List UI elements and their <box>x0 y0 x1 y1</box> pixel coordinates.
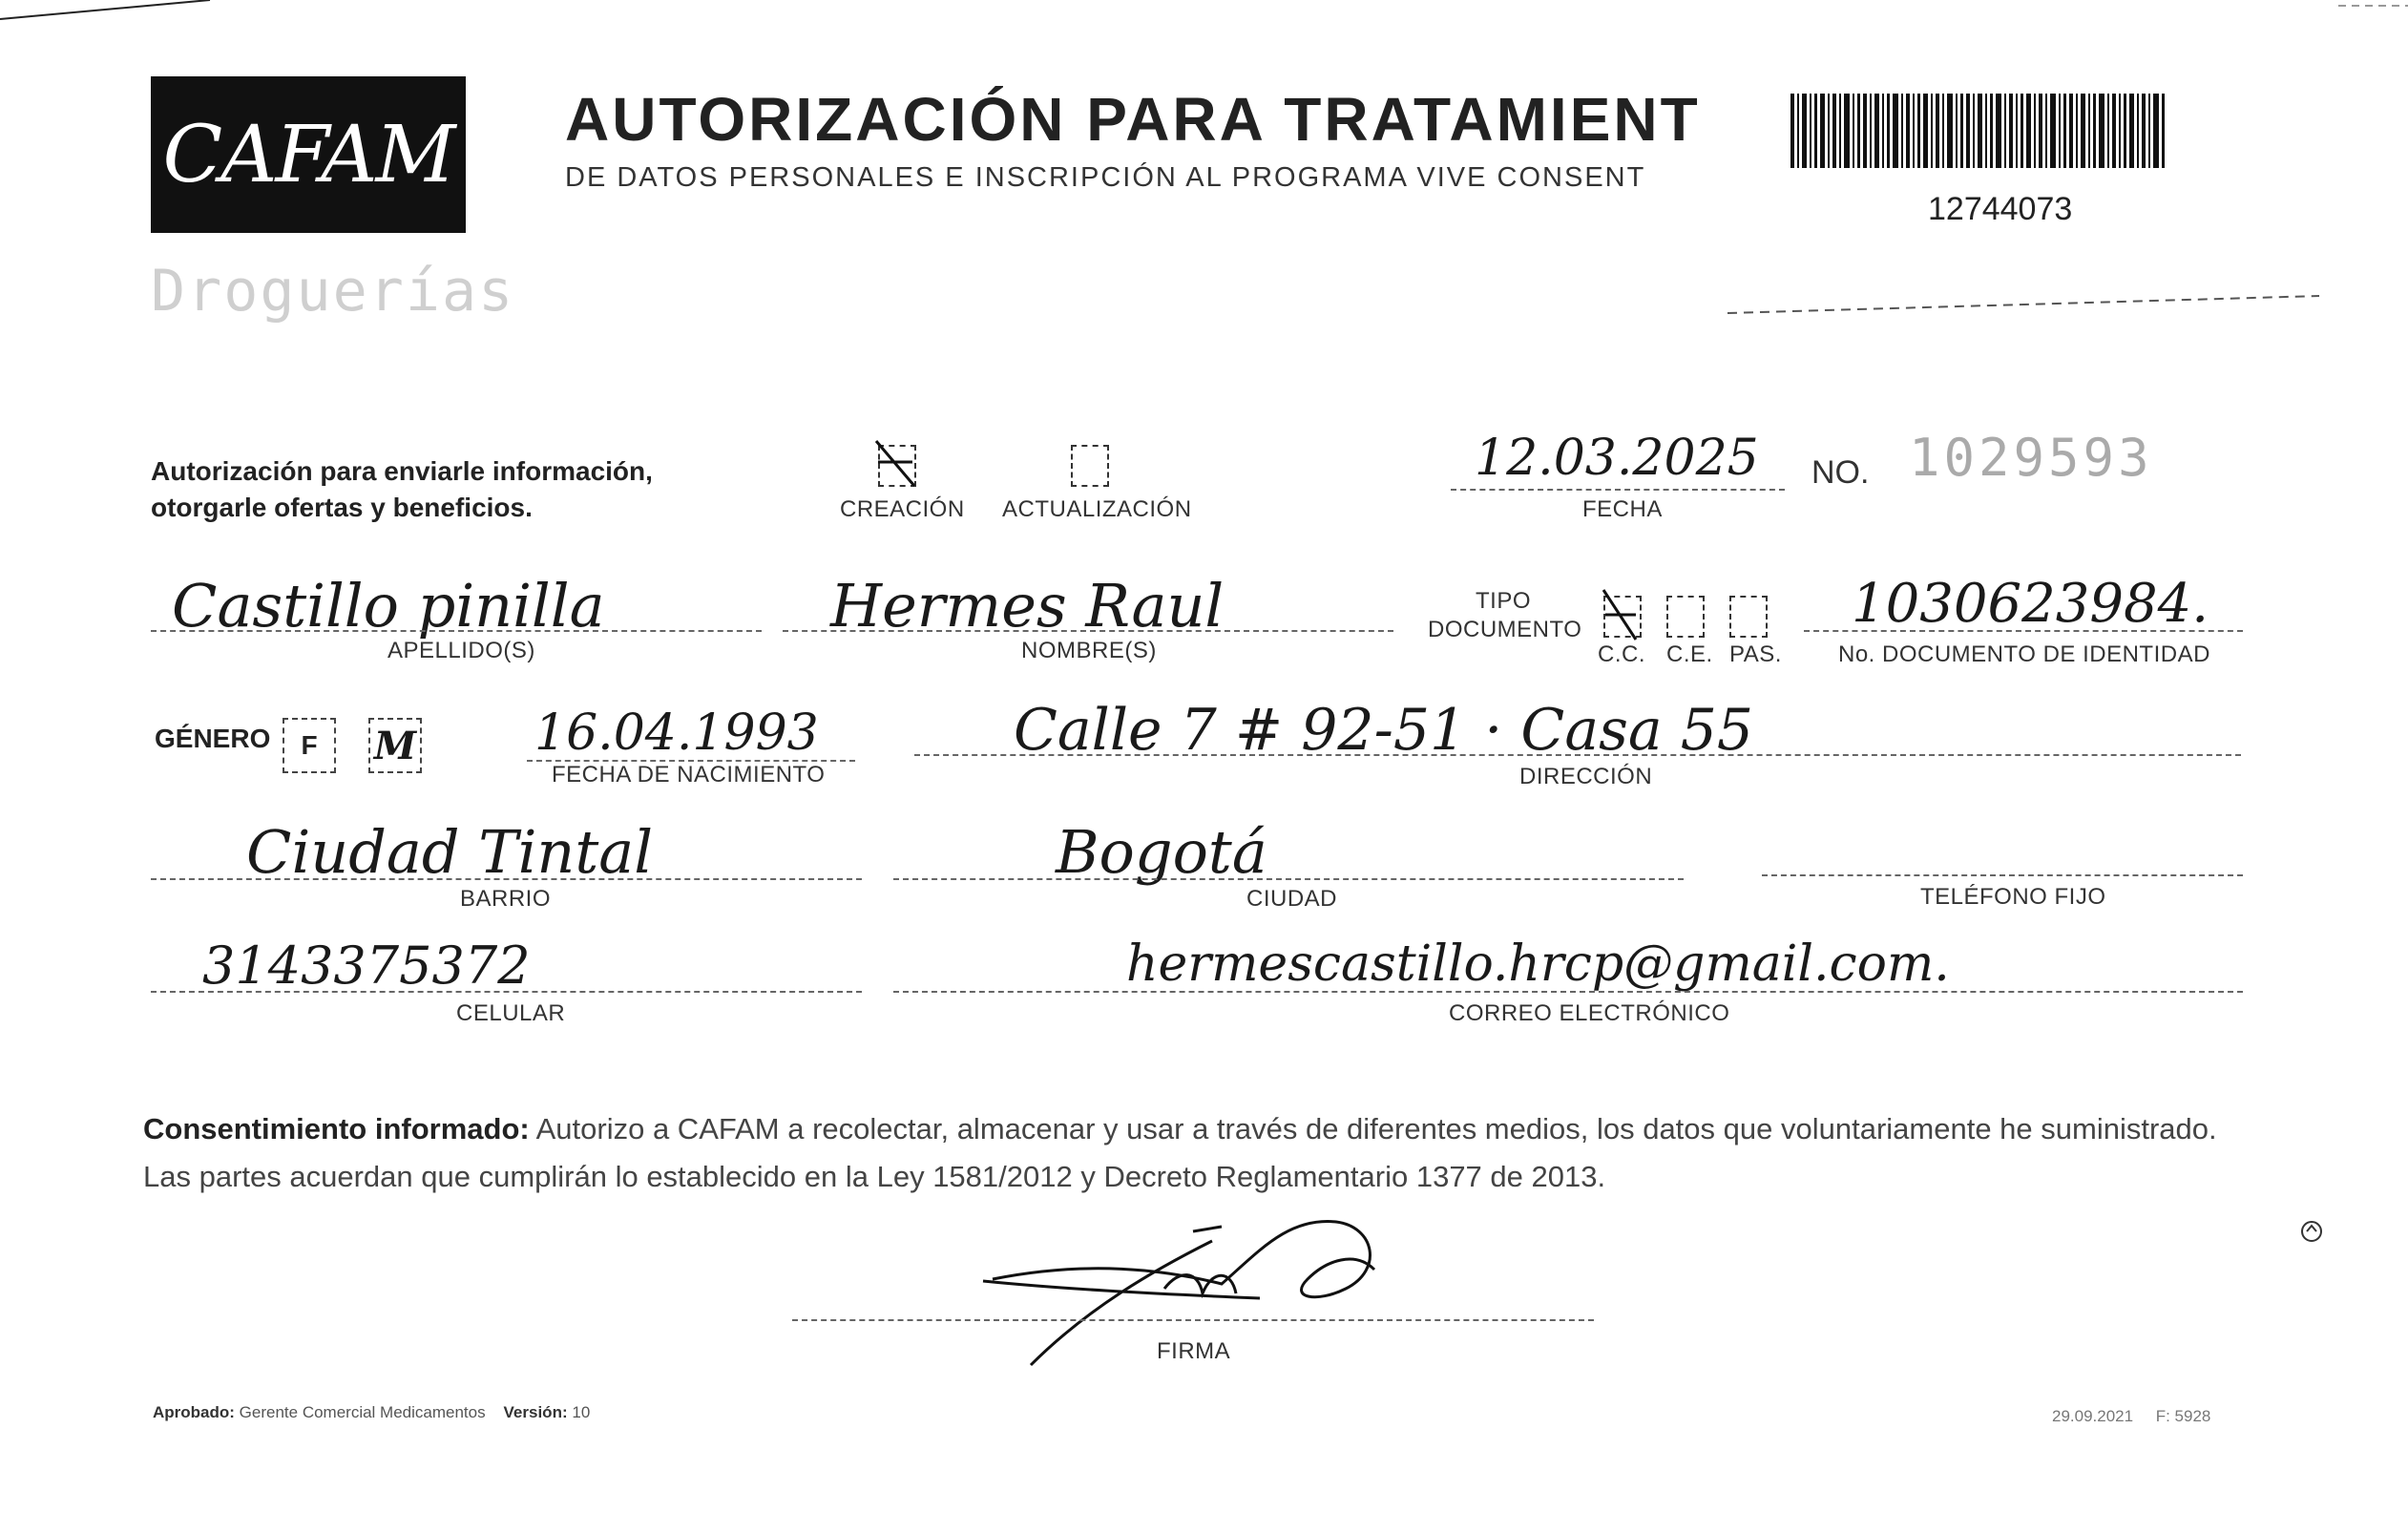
consent-text-1: Autorizo a CAFAM a recolectar, almacenar y usar a través de diferentes medios, los datos que voluntariamente he suministrado. <box>529 1112 2217 1145</box>
recycle-icon <box>2298 1218 2325 1245</box>
numero-value: 1029593 <box>1909 428 2153 488</box>
intro-line-2: otorgarle ofertas y beneficios. <box>151 493 533 522</box>
direccion-value[interactable]: Calle 7 # 92-51 · Casa 55 <box>1014 697 1754 764</box>
consent-title: Consentimiento informado: <box>143 1112 530 1145</box>
fecha-label: FECHA <box>1582 496 1663 522</box>
firma-label: FIRMA <box>1157 1338 1231 1364</box>
apellidos-value[interactable]: Castillo pinilla <box>172 571 605 641</box>
correo-label: CORREO ELECTRÓNICO <box>1449 1000 1730 1026</box>
actualizacion-label: ACTUALIZACIÓN <box>1002 496 1192 522</box>
aprobado-label: Aprobado: <box>153 1403 235 1421</box>
documento-value[interactable]: 1030623984. <box>1852 573 2209 635</box>
version-value: 10 <box>572 1403 591 1421</box>
barcode-number: 12744073 <box>1928 191 2073 227</box>
genero-m-box[interactable] <box>368 718 422 773</box>
tipo-label-1: TIPO <box>1476 588 1532 614</box>
firma-line <box>792 1319 1594 1321</box>
cc-label: C.C. <box>1598 641 1645 667</box>
barcode <box>1790 94 2167 168</box>
footer-codes <box>2052 1407 2210 1426</box>
barrio-label: BARRIO <box>460 886 552 912</box>
actualizacion-checkbox[interactable] <box>1071 445 1109 487</box>
barrio-value[interactable]: Ciudad Tintal <box>246 817 654 887</box>
correo-value[interactable]: hermescastillo.hrcp@gmail.com. <box>1126 935 1950 993</box>
logo-subtitle: Droguerías <box>151 258 515 325</box>
fecha-value[interactable]: 12.03.2025 <box>1475 430 1759 487</box>
documento-line <box>1804 630 2243 632</box>
ciudad-label: CIUDAD <box>1246 886 1338 912</box>
ce-checkbox[interactable] <box>1666 596 1705 638</box>
nacimiento-value[interactable]: 16.04.1993 <box>534 704 819 762</box>
consent-line-2: Las partes acuerdan que cumplirán lo establecido en la Ley 1581/2012 y Decreto Reglamentario 1377 de 2013. <box>143 1160 1606 1193</box>
telefono-line[interactable] <box>1762 874 2243 876</box>
footer-ref-code: F: 5928 <box>2155 1407 2211 1425</box>
nombres-label: NOMBRE(S) <box>1021 638 1157 663</box>
creacion-checkbox[interactable] <box>878 445 916 487</box>
logo-text: CAFAM <box>162 109 454 200</box>
document-title: AUTORIZACIÓN PARA TRATAMIENT <box>565 85 1701 154</box>
correo-line <box>893 991 2243 993</box>
celular-label: CELULAR <box>456 1000 566 1026</box>
pas-checkbox[interactable] <box>1729 596 1768 638</box>
celular-line <box>151 991 862 993</box>
x-mark-icon <box>1592 584 1649 645</box>
consent-paragraph <box>143 1105 2281 1201</box>
nombres-value[interactable]: Hermes Raul <box>830 571 1225 641</box>
genero-f-label: F <box>301 730 318 760</box>
numero-label: NO. <box>1811 454 1870 491</box>
apellidos-label: APELLIDO(S) <box>387 638 535 663</box>
document-subtitle: DE DATOS PERSONALES E INSCRIPCIÓN AL PROGRAMA VIVE CONSENT <box>565 162 1646 193</box>
ciudad-value[interactable]: Bogotá <box>1056 817 1267 887</box>
celular-value[interactable]: 3143375372 <box>202 935 531 996</box>
fecha-line <box>1451 489 1785 491</box>
pas-label: PAS. <box>1729 641 1782 667</box>
documento-label: No. DOCUMENTO DE IDENTIDAD <box>1838 641 2210 667</box>
footer-approval <box>153 1403 590 1422</box>
direccion-line <box>914 754 2241 756</box>
barrio-line <box>151 878 862 880</box>
direccion-label: DIRECCIÓN <box>1519 764 1653 789</box>
aprobado-value: Gerente Comercial Medicamentos <box>239 1403 486 1421</box>
apellidos-line <box>151 630 762 632</box>
version-label: Versión: <box>503 1403 568 1421</box>
x-mark-icon <box>867 433 924 491</box>
genero-f-box[interactable] <box>283 718 336 773</box>
nacimiento-label: FECHA DE NACIMIENTO <box>552 762 826 788</box>
consent-line-1 <box>143 1105 2281 1153</box>
tipo-label-2: DOCUMENTO <box>1428 617 1582 642</box>
genero-label: GÉNERO <box>155 724 271 753</box>
footer-date-code: 29.09.2021 <box>2052 1407 2134 1425</box>
cc-checkbox[interactable] <box>1603 596 1642 638</box>
nombres-line <box>783 630 1393 632</box>
ciudad-line <box>893 878 1684 880</box>
cafam-logo <box>151 76 466 233</box>
ce-label: C.E. <box>1666 641 1713 667</box>
creacion-label: CREACIÓN <box>840 496 965 522</box>
telefono-label: TELÉFONO FIJO <box>1920 884 2106 910</box>
genero-m-mark: M <box>373 723 417 768</box>
intro-line-1: Autorización para enviarle información, <box>151 456 653 486</box>
